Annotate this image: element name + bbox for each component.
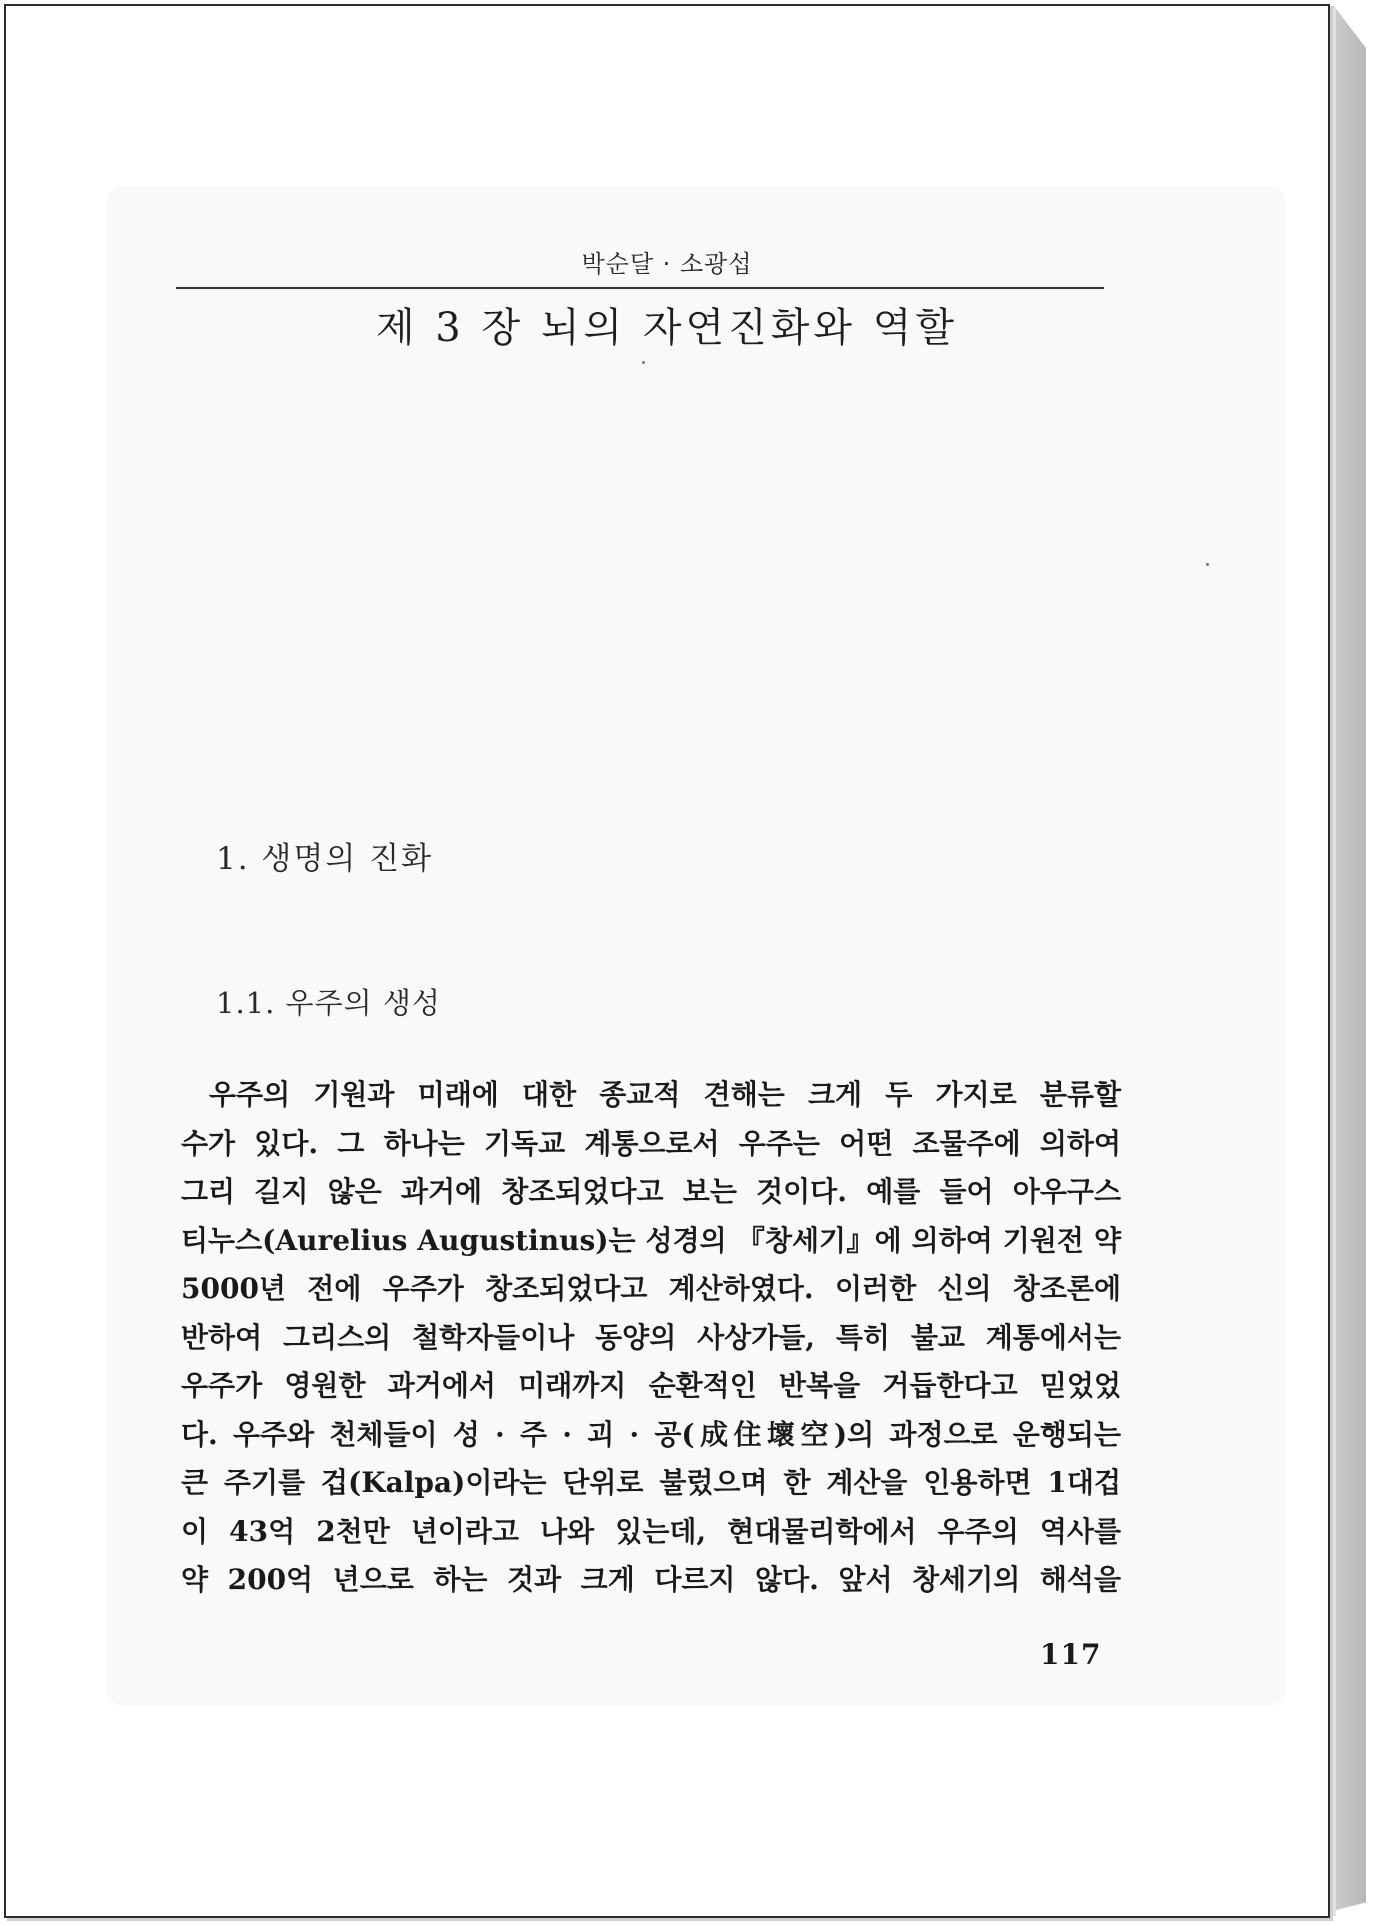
body-line: 우주의 기원과 미래에 대한 종교적 견해는 크게 두 가지로 분류할 (209, 1078, 1121, 1111)
body-paragraph (181, 1071, 1121, 1605)
scan-speck (642, 361, 645, 364)
body-line: 반하여 그리스의 철학자들이나 동양의 사상가들, 특히 불교 계통에서는 (181, 1320, 1121, 1354)
body-line: 약 200억 년으로 하는 것과 크게 다르지 않다. 앞서 창세기의 해석을 (181, 1563, 1121, 1596)
running-head-authors: 박순달 · 소광섭 (581, 250, 753, 278)
section-heading-1: 1. 생명의 진화 (216, 841, 434, 877)
running-head-rule (176, 287, 1104, 289)
body-line: 수가 있다. 그 하나는 기독교 계통으로서 우주는 어떤 조물주에 의하여 (181, 1126, 1121, 1160)
body-line: 큰 주기를 겁(Kalpa)이라는 단위로 불렀으며 한 계산을 인용하면 1대겁 (181, 1466, 1121, 1499)
body-line: 다. 우주와 천체들이 성 · 주 · 괴 · 공(成住壞空)의 과정으로 운행되는 (181, 1417, 1121, 1451)
chapter-title: 제 3 장 뇌의 자연진화와 역할 (375, 305, 959, 351)
body-line: 그리 길지 않은 과거에 창조되었다고 보는 것이다. 예를 들어 아우구스 (181, 1175, 1121, 1208)
body-line: 티누스(Aurelius Augustinus)는 성경의 『창세기』에 의하여 기원전 약 (181, 1223, 1121, 1257)
body-line: 5000년 전에 우주가 창조되었다고 계산하였다. 이러한 신의 창조론에 (181, 1272, 1121, 1305)
document-page (4, 4, 1330, 1918)
page-number: 117 (1040, 1638, 1102, 1671)
scan-speck (1206, 563, 1209, 566)
section-heading-1-1: 1.1. 우주의 생성 (216, 986, 441, 1020)
body-line: 우주가 영원한 과거에서 미래까지 순환적인 반복을 거듭한다고 믿었었 (181, 1369, 1121, 1402)
body-line: 이 43억 2천만 년이라고 나와 있는데, 현대물리학에서 우주의 역사를 (181, 1514, 1121, 1548)
